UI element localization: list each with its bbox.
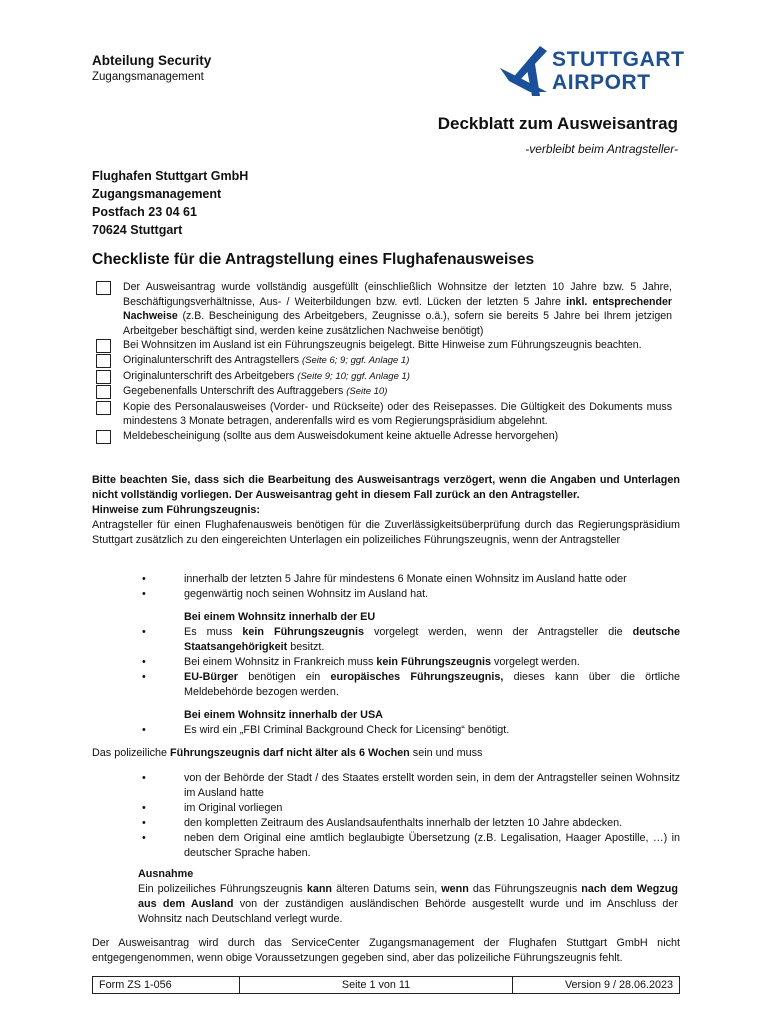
document-title: Deckblatt zum Ausweisantrag bbox=[437, 114, 678, 133]
stuttgart-airport-logo bbox=[500, 44, 690, 98]
address-block bbox=[92, 167, 248, 239]
checklist-item: Kopie des Personalausweises (Vorder- und Rückseite) oder des Reisepasses. Die Gültigkeit des Dokuments muss mindestens 3 Monate betragen, anderenfalls wird es vom Regierungspräsidium abgelehnt. bbox=[96, 400, 672, 429]
bullet-item: • im Original vorliegen bbox=[142, 802, 283, 814]
usa-heading: Bei einem Wohnsitz innerhalb der USA bbox=[184, 709, 383, 721]
department-title: Abteilung Security bbox=[92, 53, 212, 68]
checklist-item: Bei Wohnsitzen im Ausland ist ein Führungszeugnis beigelegt. Bitte Hinweise zum Führungszeugnis beachten. bbox=[96, 338, 672, 353]
hint-text: Antragsteller für einen Flughafenausweis benötigen für die Zuverlässigkeitsüberprüfung durch das Regierungspräsidium Stuttgart zusätzlich zu den eingereichten Unterlagen ein polizeiliches Führungszeugnis, wenn der Antragsteller bbox=[92, 519, 680, 546]
checklist-title: Checkliste für die Antragstellung eines Flughafenausweises bbox=[92, 251, 535, 268]
checklist-item: Meldebescheinigung (sollte aus dem Ausweisdokument keine aktuelle Adresse hervorgehen) bbox=[96, 429, 672, 444]
usa-section bbox=[92, 708, 680, 738]
certificate-requirements bbox=[92, 771, 680, 861]
address-line: Postfach 23 04 61 bbox=[92, 205, 197, 219]
hint-section bbox=[92, 503, 680, 548]
processing-warning: Bitte beachten Sie, dass sich die Bearbeitung des Ausweisantrags verzögert, wenn die Angaben und Unterlagen nicht vollständig vorliegen. Der Ausweisantrag geht in diesem Fall zurück an den Antragsteller. bbox=[92, 474, 680, 501]
bullet-item: • neben dem Original eine amtlich beglaubigte Übersetzung (z.B. Legalisation, Haager Apostille, …) in deutscher Sprache haben. bbox=[142, 832, 680, 859]
bullet-item: • Es muss kein Führungszeugnis vorgelegt werden, wenn der Antragsteller die deutsche Staatsangehörigkeit besitzt. bbox=[142, 626, 680, 653]
address-line: 70624 Stuttgart bbox=[92, 223, 183, 237]
closing-paragraph: Der Ausweisantrag wird durch das ServiceCenter Zugangsmanagement der Flughafen Stuttgart GmbH nicht entgegengenommen, wenn obige Voraussetzungen gegeben sind, aber das polizeiliche Führungszeugnis fehlt. bbox=[92, 937, 680, 964]
checkbox[interactable] bbox=[96, 430, 111, 444]
hint-heading: Hinweise zum Führungszeugnis: bbox=[92, 504, 260, 516]
logo-text-line1: STUTTGART bbox=[552, 48, 685, 71]
checkbox[interactable] bbox=[96, 370, 111, 384]
bullet-item: • gegenwärtig noch seinen Wohnsitz im Ausland hat. bbox=[142, 588, 429, 600]
checkbox[interactable] bbox=[96, 385, 111, 399]
department-subtitle: Zugangsmanagement bbox=[92, 71, 204, 83]
checklist-item: Gegebenenfalls Unterschrift des Auftraggebers (Seite 10) bbox=[96, 384, 672, 400]
footer-page-number: Seite 1 von 11 bbox=[240, 977, 513, 993]
bullet-item: • innerhalb der letzten 5 Jahre für mindestens 6 Monate einen Wohnsitz im Ausland hatte oder bbox=[142, 573, 627, 585]
checkbox[interactable] bbox=[96, 281, 111, 295]
footer-version: Version 9 / 28.06.2023 bbox=[564, 979, 673, 991]
logo-text-line2: AIRPORT bbox=[552, 71, 651, 94]
document-subtitle: -verbleibt beim Antragsteller- bbox=[525, 142, 678, 156]
residence-conditions bbox=[92, 572, 680, 602]
bullet-item: • den kompletten Zeitraum des Auslandsaufenthalts innerhalb der letzten 10 Jahre abdecken. bbox=[142, 817, 623, 829]
exception-heading: Ausnahme bbox=[138, 868, 194, 880]
checklist-item: Originalunterschrift des Antragstellers (Seite 6; 9; ggf. Anlage 1) bbox=[96, 353, 672, 369]
checkbox[interactable] bbox=[96, 401, 111, 415]
department-block bbox=[92, 53, 211, 83]
address-line: Zugangsmanagement bbox=[92, 187, 222, 201]
checklist-item: Originalunterschrift des Arbeitgebers (Seite 9; 10; ggf. Anlage 1) bbox=[96, 369, 672, 385]
checklist-item: Der Ausweisantrag wurde vollständig ausgefüllt (einschließlich Wohnsitze der letzten 10 Jahre bzw. 5 Jahre, Beschäftigungsverhältnisse, Aus- / Weiterbildungen bzw. evtl. Lücken der letzten 5 Jahre inkl. entsprechender Nachweise (z.B. Bescheinigung des Arbeitgebers, Zeugnisse o.ä.), sofern sie bereits 5 Jahre bei Ihrem jetzigen Arbeitgeber beschäftigt sind, werden keine zusätzlichen Nachweise benötigt) bbox=[96, 280, 672, 338]
checkbox[interactable] bbox=[96, 354, 111, 368]
exception-text: Ein polizeiliches Führungszeugnis kann älteren Datums sein, wenn das Führungszeugnis nach dem Wegzug aus dem Ausland von der zuständigen ausländischen Behörde ausgestellt wurde und im Anschluss der Wohnsitz nach Deutschland verlegt wurde. bbox=[138, 883, 678, 925]
bullet-item: • EU-Bürger benötigen ein europäisches Führungszeugnis, dieses kann über die örtliche Meldebehörde bezogen werden. bbox=[142, 671, 680, 698]
eu-section bbox=[92, 610, 680, 700]
bullet-item: • Es wird ein „FBI Criminal Background Check for Licensing“ benötigt. bbox=[142, 724, 510, 736]
eu-heading: Bei einem Wohnsitz innerhalb der EU bbox=[184, 611, 376, 623]
airport-wing-icon bbox=[500, 46, 548, 96]
checklist bbox=[96, 280, 672, 444]
bullet-item: • Bei einem Wohnsitz in Frankreich muss kein Führungszeugnis vorgelegt werden. bbox=[142, 656, 580, 668]
bullet-item: • von der Behörde der Stadt / des Staates erstellt worden sein, in dem der Antragsteller seinen Wohnsitz im Ausland hatte bbox=[142, 772, 680, 799]
age-requirement: Das polizeiliche Führungszeugnis darf nicht älter als 6 Wochen sein und muss bbox=[92, 747, 483, 759]
address-line: Flughafen Stuttgart GmbH bbox=[92, 169, 249, 183]
exception-block bbox=[138, 867, 678, 927]
checkbox[interactable] bbox=[96, 339, 111, 353]
footer-table bbox=[92, 976, 680, 994]
footer-form-number: Form ZS 1-056 bbox=[93, 977, 240, 993]
